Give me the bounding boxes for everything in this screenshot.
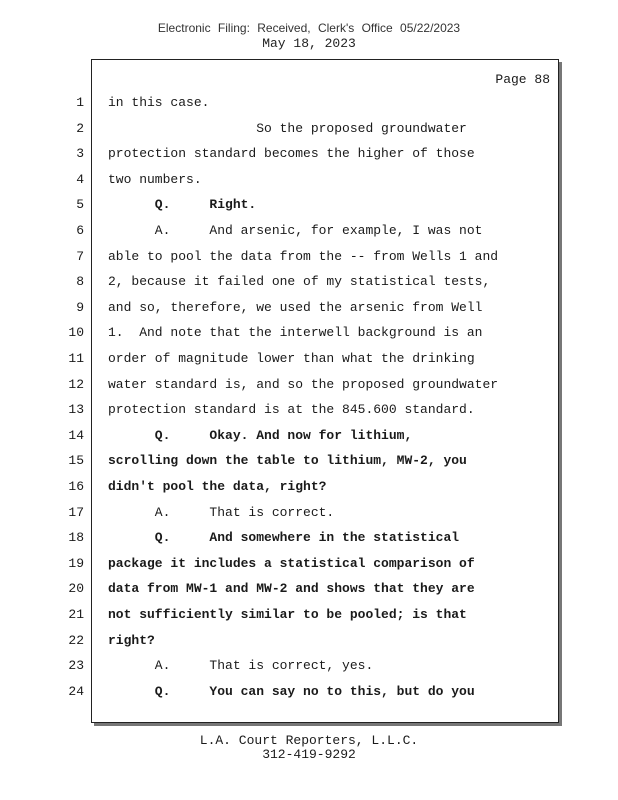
page-number: Page 88 xyxy=(495,72,550,87)
line-text: Q. Right. xyxy=(108,197,257,212)
line-number: 16 xyxy=(68,479,84,494)
line-number: 22 xyxy=(68,633,84,648)
line-text: right? xyxy=(108,633,155,648)
line-text: A. That is correct. xyxy=(108,505,335,520)
line-text: A. And arsenic, for example, I was not xyxy=(108,223,483,238)
line-text: Q. You can say no to this, but do you xyxy=(108,684,475,699)
line-text: data from MW-1 and MW-2 and shows that they are xyxy=(108,581,475,596)
line-text: A. That is correct, yes. xyxy=(108,658,374,673)
line-number: 7 xyxy=(76,249,84,264)
line-text: in this case. xyxy=(108,95,210,110)
line-number: 18 xyxy=(68,530,84,545)
line-number: 2 xyxy=(76,121,84,136)
line-text: package it includes a statistical comparison of xyxy=(108,556,475,571)
line-text: two numbers. xyxy=(108,172,202,187)
line-number: 20 xyxy=(68,581,84,596)
reporter-company: L.A. Court Reporters, L.L.C. xyxy=(199,733,419,748)
line-number: 23 xyxy=(68,658,84,673)
line-number: 21 xyxy=(68,607,84,622)
line-number: 8 xyxy=(76,274,84,289)
line-text: So the proposed groundwater xyxy=(108,121,467,136)
line-text: and so, therefore, we used the arsenic from Well xyxy=(108,300,483,315)
line-text: order of magnitude lower than what the drinking xyxy=(108,351,475,366)
line-number: 11 xyxy=(68,351,84,366)
line-number: 19 xyxy=(68,556,84,571)
line-text: 1. And note that the interwell background is an xyxy=(108,325,483,340)
line-number: 13 xyxy=(68,402,84,417)
line-number: 6 xyxy=(76,223,84,238)
line-number: 17 xyxy=(68,505,84,520)
line-number: 12 xyxy=(68,377,84,392)
line-text: protection standard becomes the higher of those xyxy=(108,146,475,161)
line-text: water standard is, and so the proposed groundwater xyxy=(108,377,499,392)
line-number: 1 xyxy=(76,95,84,110)
reporter-phone: 312-419-9292 xyxy=(262,747,356,762)
transcript-date: May 18, 2023 xyxy=(262,36,356,51)
line-number: 24 xyxy=(68,684,84,699)
filing-stamp: Electronic Filing: Received, Clerk's Office 05/22/2023 xyxy=(157,21,461,35)
line-number: 15 xyxy=(68,453,84,468)
line-text: 2, because it failed one of my statistical tests, xyxy=(108,274,491,289)
line-number: 14 xyxy=(68,428,84,443)
line-text: Q. And somewhere in the statistical xyxy=(108,530,460,545)
line-text: scrolling down the table to lithium, MW-2, you xyxy=(108,453,467,468)
line-number: 3 xyxy=(76,146,84,161)
line-text: able to pool the data from the -- from Wells 1 and xyxy=(108,249,499,264)
line-number: 4 xyxy=(76,172,84,187)
line-text: didn't pool the data, right? xyxy=(108,479,327,494)
line-text: Q. Okay. And now for lithium, xyxy=(108,428,413,443)
line-text: not sufficiently similar to be pooled; is that xyxy=(108,607,467,622)
line-number: 9 xyxy=(76,300,84,315)
line-number: 10 xyxy=(68,325,84,340)
line-text: protection standard is at the 845.600 standard. xyxy=(108,402,475,417)
line-number: 5 xyxy=(76,197,84,212)
